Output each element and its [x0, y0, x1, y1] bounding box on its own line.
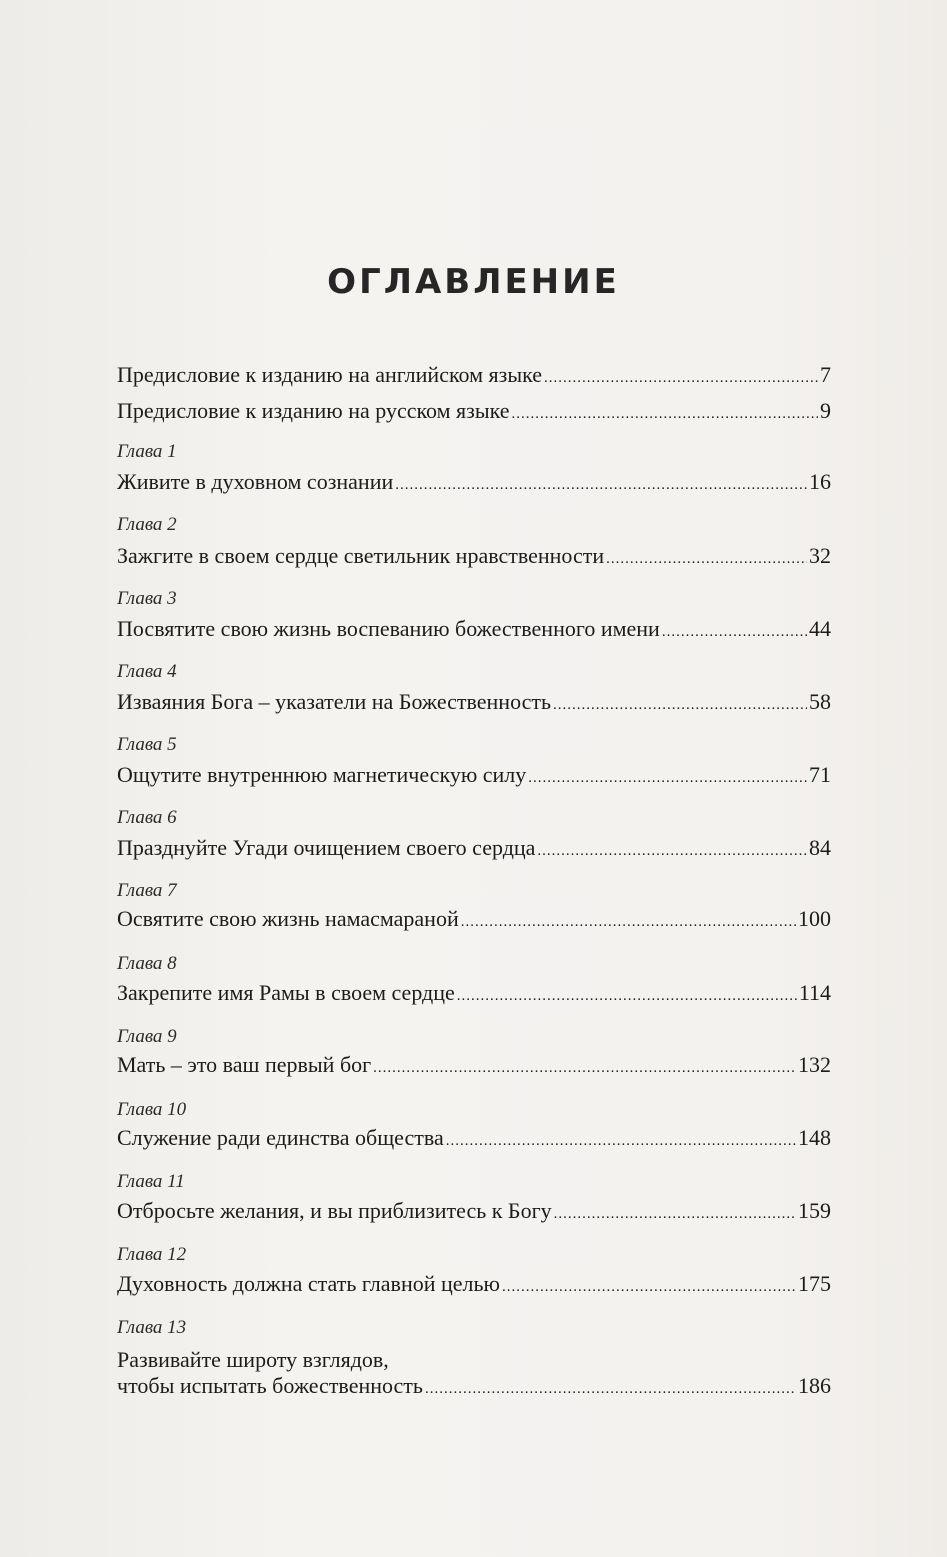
dot-leader — [461, 906, 796, 935]
toc-entry-text: Зажгите в своем сердце светильник нравственности — [117, 543, 605, 568]
toc-page-number: 100 — [798, 906, 831, 931]
chapter-label: Глава 3 — [117, 588, 177, 609]
toc-entry-text-line1: Развивайте широту взглядов, — [117, 1347, 389, 1372]
toc-entry-preface-russian — [117, 398, 831, 427]
toc-page-number: 148 — [798, 1125, 831, 1150]
toc-entry-text: Посвятите свою жизнь воспеванию божественного имени — [117, 616, 660, 641]
toc-entry-text: Предисловие к изданию на английском языке — [117, 362, 543, 387]
toc-entry-text: Живите в духовном сознании — [117, 469, 394, 494]
dot-leader — [512, 398, 818, 427]
dot-leader — [446, 1125, 796, 1154]
chapter-label: Глава 2 — [117, 514, 177, 535]
dot-leader — [544, 362, 818, 391]
toc-page-number: 71 — [809, 762, 831, 787]
toc-entry-chapter-8 — [117, 980, 831, 1009]
toc-entry-chapter-4 — [117, 689, 831, 718]
toc-page-number: 32 — [809, 543, 831, 568]
toc-entry-text: Закрепите имя Рамы в своем сердце — [117, 980, 455, 1005]
dot-leader — [425, 1373, 796, 1402]
toc-entry-text: Ощутите внутреннюю магнетическую силу — [117, 762, 527, 787]
toc-page-number: 7 — [820, 362, 831, 387]
chapter-label: Глава 8 — [117, 953, 177, 974]
toc-page-number: 159 — [798, 1198, 831, 1223]
dot-leader — [395, 469, 807, 498]
toc-entry-text: Изваяния Бога – указатели на Божественность — [117, 689, 552, 714]
toc-page-number: 114 — [798, 980, 831, 1005]
toc-page-number: 132 — [798, 1052, 831, 1077]
chapter-label: Глава 11 — [117, 1171, 185, 1192]
toc-page-number: 16 — [809, 469, 831, 494]
dot-leader — [373, 1052, 796, 1081]
toc-page-number: 9 — [820, 398, 831, 423]
dot-leader — [554, 1198, 796, 1227]
toc-entry-chapter-11 — [117, 1198, 831, 1227]
chapter-label: Глава 13 — [117, 1317, 187, 1338]
toc-page-number: 175 — [798, 1271, 831, 1296]
toc-entry-chapter-12 — [117, 1271, 831, 1300]
toc-entry-chapter-9 — [117, 1052, 831, 1081]
toc-entry-text: Мать – это ваш первый бог — [117, 1052, 372, 1077]
toc-entry-text: Духовность должна стать главной целью — [117, 1271, 500, 1296]
dot-leader — [662, 616, 807, 645]
dot-leader — [606, 543, 807, 572]
toc-entry-chapter-1 — [117, 469, 831, 498]
toc-page-number: 58 — [809, 689, 831, 714]
chapter-label: Глава 4 — [117, 661, 177, 682]
toc-entry-text: Отбросьте желания, и вы приблизитесь к Богу — [117, 1198, 552, 1223]
toc-entry-chapter-2 — [117, 543, 831, 572]
dot-leader — [553, 689, 807, 718]
toc-entry-chapter-5 — [117, 762, 831, 791]
dot-leader — [457, 980, 797, 1009]
chapter-label: Глава 9 — [117, 1026, 177, 1047]
toc-entry-chapter-3 — [117, 616, 831, 645]
toc-page-number: 186 — [798, 1373, 831, 1398]
toc-entry-text: Служение ради единства общества — [117, 1125, 444, 1150]
toc-entry-preface-english — [117, 362, 831, 391]
toc-entry-chapter-6 — [117, 835, 831, 864]
toc-entry-text: Празднуйте Угади очищением своего сердца — [117, 835, 536, 860]
toc-entry-chapter-7 — [117, 906, 831, 935]
toc-entry-text: Освятите свою жизнь намасмараной — [117, 906, 459, 931]
dot-leader — [537, 835, 807, 864]
chapter-label: Глава 6 — [117, 807, 177, 828]
chapter-label: Глава 10 — [117, 1099, 187, 1120]
chapter-label: Глава 1 — [117, 441, 177, 462]
page-title: ОГЛАВЛЕНИЕ — [327, 262, 620, 302]
chapter-label: Глава 7 — [117, 880, 177, 901]
dot-leader — [528, 762, 807, 791]
toc-entry-text: Предисловие к изданию на русском языке — [117, 398, 510, 423]
toc-entry-chapter-10 — [117, 1125, 831, 1154]
chapter-label: Глава 12 — [117, 1244, 187, 1265]
toc-entry-chapter-13 — [117, 1373, 831, 1402]
dot-leader — [502, 1271, 796, 1300]
toc-page-number: 44 — [809, 616, 831, 641]
chapter-label: Глава 5 — [117, 734, 177, 755]
toc-page-number: 84 — [809, 835, 831, 860]
toc-entry-text: чтобы испытать божественность — [117, 1373, 423, 1398]
